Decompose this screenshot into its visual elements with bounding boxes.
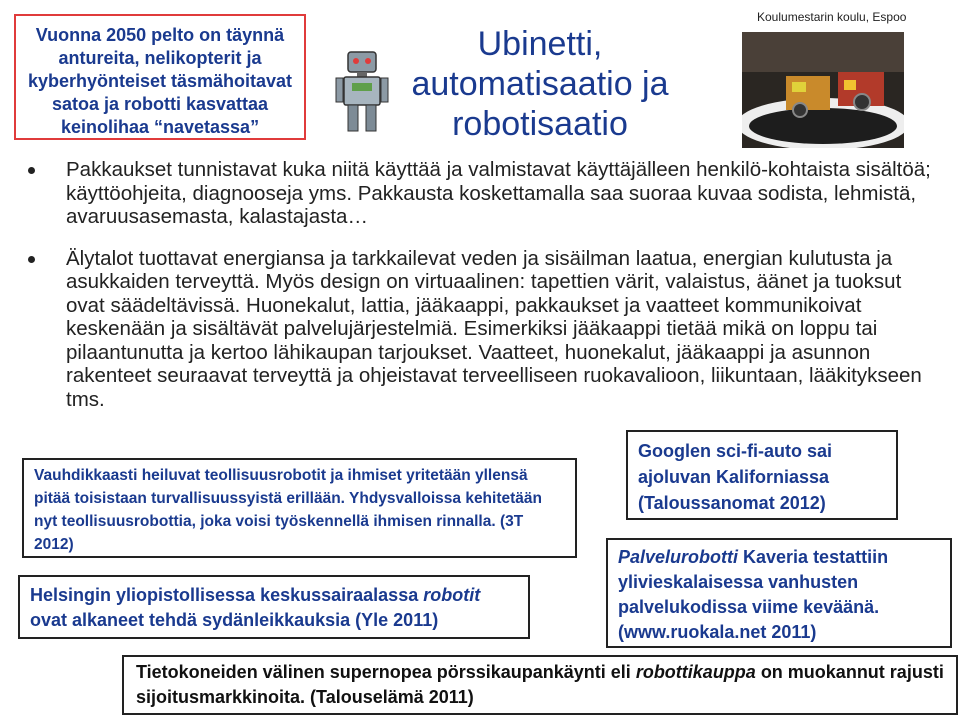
list-item (28, 247, 932, 412)
page-title (360, 24, 720, 144)
google-car-note: Googlen sci-fi-auto sai ajoluvan Kaliforniassa (Taloussanomat 2012) (626, 430, 898, 520)
school-label: Koulumestarin koulu, Espoo (757, 10, 907, 24)
title-line: Ubinetti, (477, 25, 603, 63)
bullet-dot-icon (28, 256, 35, 263)
quote-line: keinolihaa “navetassa” (60, 117, 260, 137)
robot-trading-note: Tietokoneiden välinen supernopea pörssikaupankäynti eli robottikauppa on muokannut rajusti sijoitusmarkkinoita. (Talouselämä 2011) (122, 655, 958, 715)
quote-box (14, 14, 306, 140)
quote-line: satoa ja robotti kasvattaa (51, 94, 269, 114)
quote-line: Vuonna 2050 pelto on täynnä (35, 25, 285, 45)
quote-line: kyberhyönteiset täsmähoitavat (27, 71, 293, 91)
robot-arena-photo (742, 32, 904, 148)
title-line: robotisaatio (452, 105, 628, 143)
bullet-text: Älytalot tuottavat energiansa ja tarkkailevat veden ja sisäilman laatua, energian kulutusta ja asukkaiden terveyttä. Myös design on virtuaalinen: tapettien värit, valaistus, äänet ja tuoksut ovat säädeltävissä. Huonekalut, lattia, jääkaappi, pakkaukset ja vaatteet kommunikoivat keskenään ja sisältävät palvelujärjestelmiä. Esimerkiksi jääkaappi tietää mikä on loppu tai pilaantunutta ja kertoo lähikaupan tarjoukset. Vaatteet, huonekalut, jääkaappi ja asunnon rakenteet seuraavat terveyttä ja ohjeistavat terveelliseen ruokavalioon, liikuntaan, lääkitykseen tms. (66, 246, 922, 411)
bullet-text: Pakkaukset tunnistavat kuka niitä käyttää ja valmistavat käyttäjälleen henkilö-kohtaista sisältöä; käyttöohjeita, diagnooseja yms. Pakkausta koskettamalla saa suoraa kuvaa sodista, lehmistä, avaruusasemasta, kalastajasta… (66, 158, 931, 228)
bullet-dot-icon (28, 167, 35, 174)
list-item (28, 158, 932, 229)
title-line: automatisaatio ja (411, 65, 669, 103)
surgery-robots-note: Helsingin yliopistollisessa keskussairaalassa robotit ovat alkaneet tehdä sydänleikkauksia (Yle 2011) (18, 575, 530, 639)
quote-line: antureita, nelikopterit ja (58, 48, 262, 68)
service-robot-note: Palvelurobotti Kaveria testattiin ylivieskalaisessa vanhusten palvelukodissa viime keväänä. (www.ruokala.net 2011) (606, 538, 952, 648)
industrial-robots-note: Vauhdikkaasti heiluvat teollisuusrobotit ja ihmiset yritetään yllensä pitää toisistaan turvallisuussyistä erillään. Yhdysvalloissa kehitetään nyt teollisuusrobottia, joka voisi työskennellä ihmisen rinnalla. (3T 2012) (22, 458, 577, 558)
bullet-list (28, 158, 932, 429)
